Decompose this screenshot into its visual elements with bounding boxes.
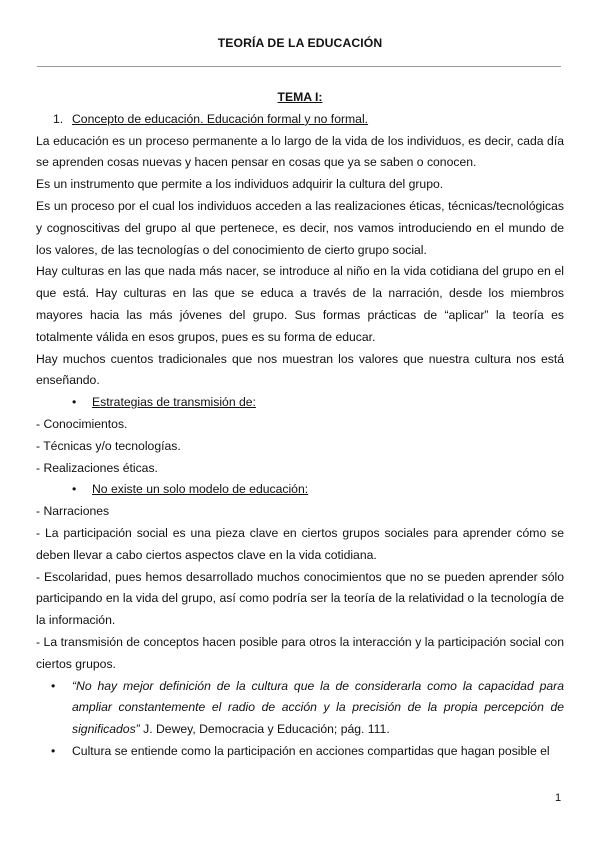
subheading-title: No existe un solo modelo de educación:	[92, 482, 309, 497]
list-item: - Realizaciones éticas.	[36, 460, 158, 475]
section-title: Concepto de educación. Educación formal y no formal.	[72, 111, 369, 126]
list-item: - Narraciones	[36, 504, 110, 519]
list-item: - Conocimientos.	[36, 416, 128, 431]
list-item: - La participación social es una pieza clave en ciertos grupos sociales para aprender cómo se deben llevar a cabo ciertos aspectos clave en la vida cotidiana.	[36, 525, 564, 562]
document-body	[36, 87, 564, 763]
section-heading	[36, 109, 564, 131]
paragraph: Hay muchos cuentos tradicionales que nos muestran los valores que nuestra cultura nos está enseñando.	[36, 351, 564, 388]
subheading-title: Estrategias de transmisión de:	[92, 395, 256, 410]
tema-heading: TEMA I:	[277, 90, 323, 104]
page-number: 1	[555, 792, 562, 804]
header-divider	[37, 66, 561, 67]
quote-citation: J. Dewey, Democracia y Educación; pág. 111.	[139, 722, 390, 737]
subheading-strategies	[36, 392, 564, 414]
list-item: - Escolaridad, pues hemos desarrollado muchos conocimientos que no se pueden aprender sólo participando en la vida del grupo, así como podría ser la teoría de la relatividad o la tecnología de la información.	[36, 569, 564, 628]
list-item: - La transmisión de conceptos hacen posible para otros la interacción y la participación social con ciertos grupos.	[36, 634, 564, 671]
paragraph: Hay culturas en las que nada más nacer, se introduce al niño en la vida cotidiana del grupo en el que está. Hay culturas en las que se educa a través de la narración, desde los miembros mayores hacia las más jóvenes del grupo. Sus formas prácticas de “aplicar” la teoría es totalmente válida en esos grupos, pues es su forma de educar.	[36, 264, 564, 344]
bullet-icon: •	[51, 743, 56, 758]
paragraph: La educación es un proceso permanente a lo largo de la vida de los individuos, es decir, cada día se aprenden cosas nuevas y hacen pensar en cosas que ya se saben o conocen.	[36, 133, 564, 170]
bullet-item-culture	[36, 741, 564, 763]
paragraph: Es un proceso por el cual los individuos acceden a las realizaciones éticas, técnicas/tecnológicas y cognoscitivas del grupo al que pertenece, es decir, nos vamos introduciendo en el mundo de los valores, de las tecnologías o del conocimiento de cierto grupo social.	[36, 198, 564, 257]
bullet-list	[36, 676, 564, 763]
document-header-title: TEORÍA DE LA EDUCACIÓN	[217, 36, 383, 50]
bullet-icon: •	[51, 678, 56, 693]
section-number: 1.	[53, 111, 64, 126]
paragraph: Es un instrumento que permite a los individuos adquirir la cultura del grupo.	[36, 177, 444, 192]
dewey-quote: “No hay mejor definición de la cultura que la de considerarla como la capacidad para ampliar constantemente el radio de acción y la precisión de la propia percepción de significados”	[72, 678, 564, 737]
bullet-icon: •	[72, 395, 77, 410]
subheading-models	[36, 479, 564, 501]
culture-definition: Cultura se entiende como la participación en acciones compartidas que hagan posible el	[72, 743, 550, 758]
list-item: - Técnicas y/o tecnologías.	[36, 438, 181, 453]
bullet-item-quote	[36, 676, 564, 741]
bullet-icon: •	[72, 482, 77, 497]
